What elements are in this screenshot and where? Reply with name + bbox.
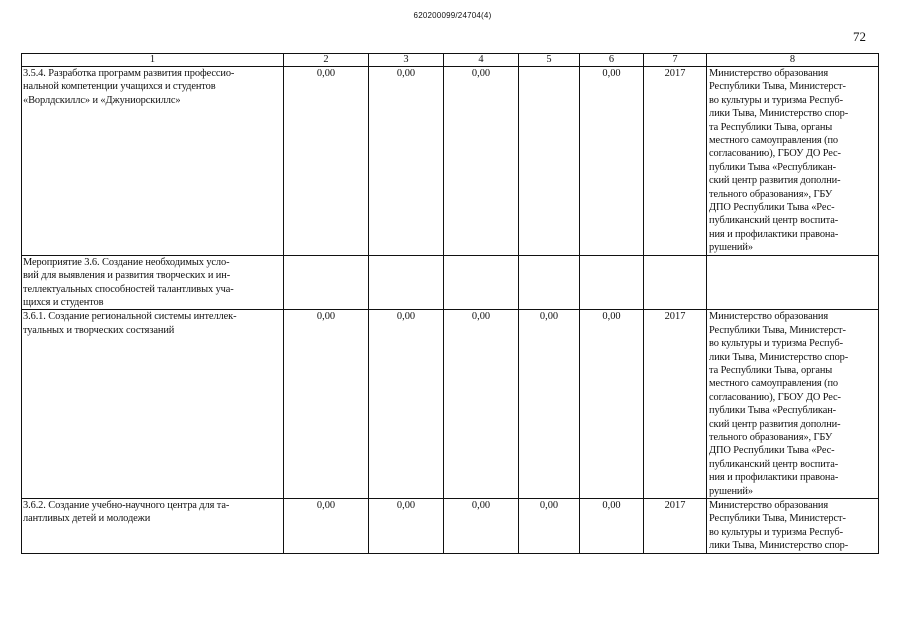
table-cell	[580, 255, 644, 310]
table-cell: 0,00	[580, 67, 644, 256]
table-cell: 0,00	[369, 499, 444, 554]
column-header: 4	[444, 54, 519, 67]
table-cell: Министерство образования Республики Тыва, Министерст- во культуры и туризма Респуб- лики Тыва, Министерство спор- та Республики Тыва, органы местного самоуправления (по согласованию), ГБОУ ДО Рес- публики Тыва «Республикан- ский центр развития дополни- тельного образования», ГБУ ДПО Республики Тыва «Рес- публиканский центр воспита- ния и профилактики правона- рушений»	[707, 310, 879, 499]
table-cell: 0,00	[369, 67, 444, 256]
table-cell: 0,00	[580, 310, 644, 499]
table-cell: 0,00	[519, 310, 580, 499]
table-cell	[644, 255, 707, 310]
column-header: 1	[22, 54, 284, 67]
table-cell: 3.5.4. Разработка программ развития профессио- нальной компетенции учащихся и студентов «Ворлдскиллс» и «Джуниорскиллс»	[22, 67, 284, 256]
table-cell	[444, 255, 519, 310]
table-row	[22, 255, 879, 310]
table-row	[22, 67, 879, 256]
table-cell: 2017	[644, 499, 707, 554]
table-row	[22, 310, 879, 499]
table-cell: Министерство образования Республики Тыва, Министерст- во культуры и туризма Респуб- лики Тыва, Министерство спор-	[707, 499, 879, 554]
table-cell: 2017	[644, 67, 707, 256]
table-cell: Мероприятие 3.6. Создание необходимых усло- вий для выявления и развития творческих и ин- теллектуальных способностей талантливых уча- щихся и студентов	[22, 255, 284, 310]
table-cell	[519, 67, 580, 256]
column-header: 6	[580, 54, 644, 67]
table-cell	[284, 255, 369, 310]
table-cell: 0,00	[444, 67, 519, 256]
table-cell	[369, 255, 444, 310]
table-cell: 0,00	[369, 310, 444, 499]
column-header: 8	[707, 54, 879, 67]
table-cell: 0,00	[580, 499, 644, 554]
table-cell: 0,00	[444, 310, 519, 499]
table-cell	[519, 255, 580, 310]
column-header: 3	[369, 54, 444, 67]
table-row	[22, 499, 879, 554]
page-number: 72	[853, 29, 866, 44]
column-header: 7	[644, 54, 707, 67]
table-cell: 2017	[644, 310, 707, 499]
column-header: 2	[284, 54, 369, 67]
table-cell: 3.6.1. Создание региональной системы интеллек- туальных и творческих состязаний	[22, 310, 284, 499]
table-cell: 0,00	[284, 499, 369, 554]
header-row	[22, 54, 879, 67]
document-id: 620200099/24704(4)	[413, 11, 492, 20]
data-table	[21, 53, 879, 554]
table-cell: 3.6.2. Создание учебно-научного центра для та- лантливых детей и молодежи	[22, 499, 284, 554]
column-header: 5	[519, 54, 580, 67]
table-cell: 0,00	[444, 499, 519, 554]
table-cell: Министерство образования Республики Тыва, Министерст- во культуры и туризма Респуб- лики Тыва, Министерство спор- та Республики Тыва, органы местного самоуправления (по согласованию), ГБОУ ДО Рес- публики Тыва «Республикан- ский центр развития дополни- тельного образования», ГБУ ДПО Республики Тыва «Рес- публиканский центр воспита- ния и профилактики правона- рушений»	[707, 67, 879, 256]
table-cell: 0,00	[284, 310, 369, 499]
table-cell: 0,00	[284, 67, 369, 256]
table-cell	[707, 255, 879, 310]
table-cell: 0,00	[519, 499, 580, 554]
